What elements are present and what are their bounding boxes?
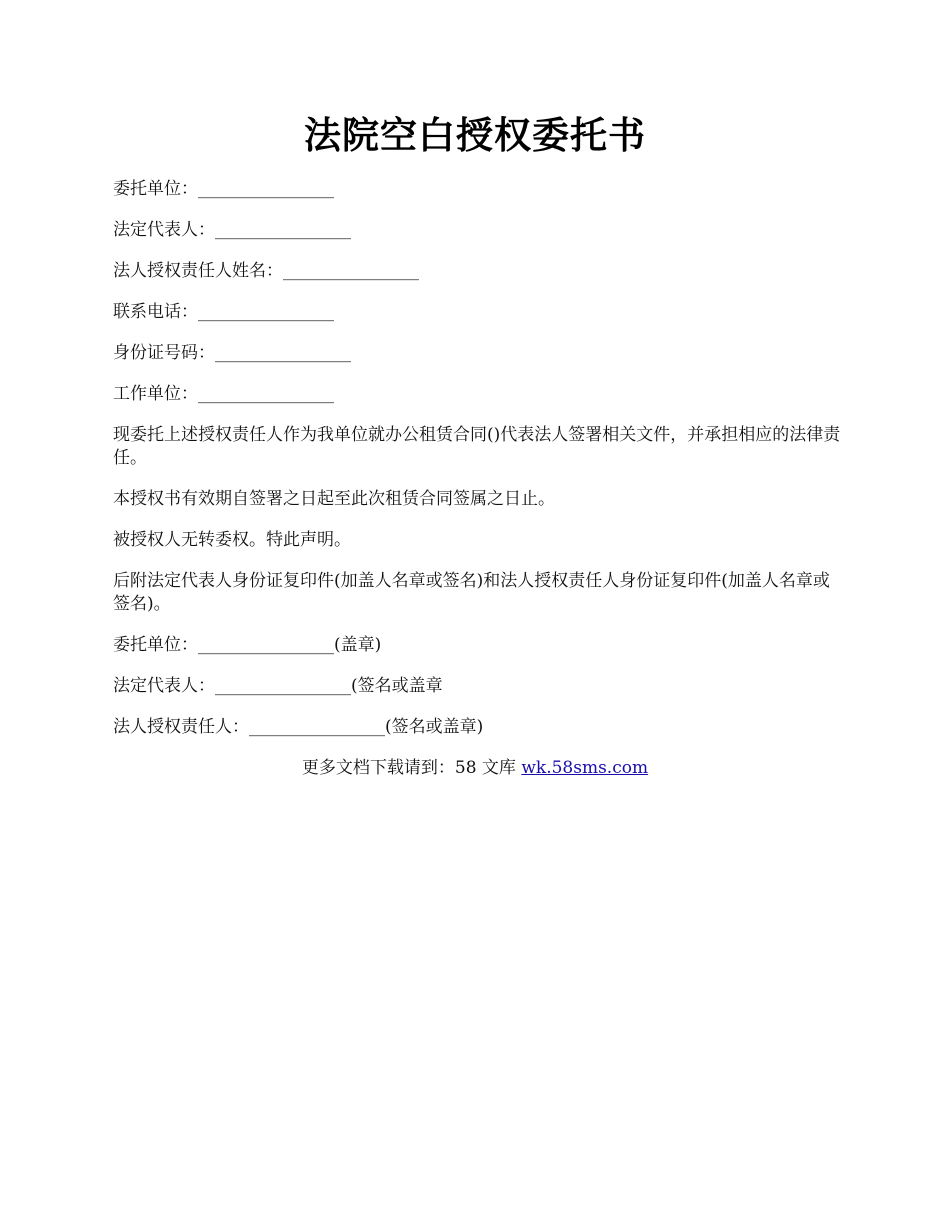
field-work-unit: 工作单位：________________ <box>113 384 334 404</box>
footer <box>0 757 950 780</box>
field-legal-representative: 法定代表人：________________ <box>113 220 351 240</box>
paragraph-validity: 本授权书有效期自签署之日起至此次租赁合同签属之日止。 <box>113 489 555 509</box>
field-entrusting-unit: 委托单位：________________ <box>113 179 334 199</box>
document-title: 法院空白授权委托书 <box>304 114 646 157</box>
field-authorized-person-name: 法人授权责任人姓名：________________ <box>113 261 419 281</box>
footer-link[interactable]: wk.58sms.com <box>521 758 649 778</box>
paragraph-attachments: 后附法定代表人身份证复印件(加盖人名章或签名)和法人授权责任人身份证复印件(加盖人名章或签名)。 <box>113 571 830 614</box>
signature-entrusting-unit: 委托单位：________________(盖章) <box>113 635 382 655</box>
field-phone: 联系电话：________________ <box>113 302 334 322</box>
paragraph-entrustment: 现委托上述授权责任人作为我单位就办公租赁合同()代表法人签署相关文件，并承担相应的法律责任。 <box>113 425 841 468</box>
footer-text: 更多文档下载请到：58 文库 <box>301 758 522 778</box>
signature-authorized-person: 法人授权责任人：________________(签名或盖章) <box>113 717 484 737</box>
signature-legal-representative: 法定代表人：________________(签名或盖章 <box>113 676 443 696</box>
field-id-number: 身份证号码：________________ <box>113 343 351 363</box>
paragraph-no-subdelegation: 被授权人无转委权。特此声明。 <box>113 530 351 550</box>
document-body <box>113 178 843 757</box>
